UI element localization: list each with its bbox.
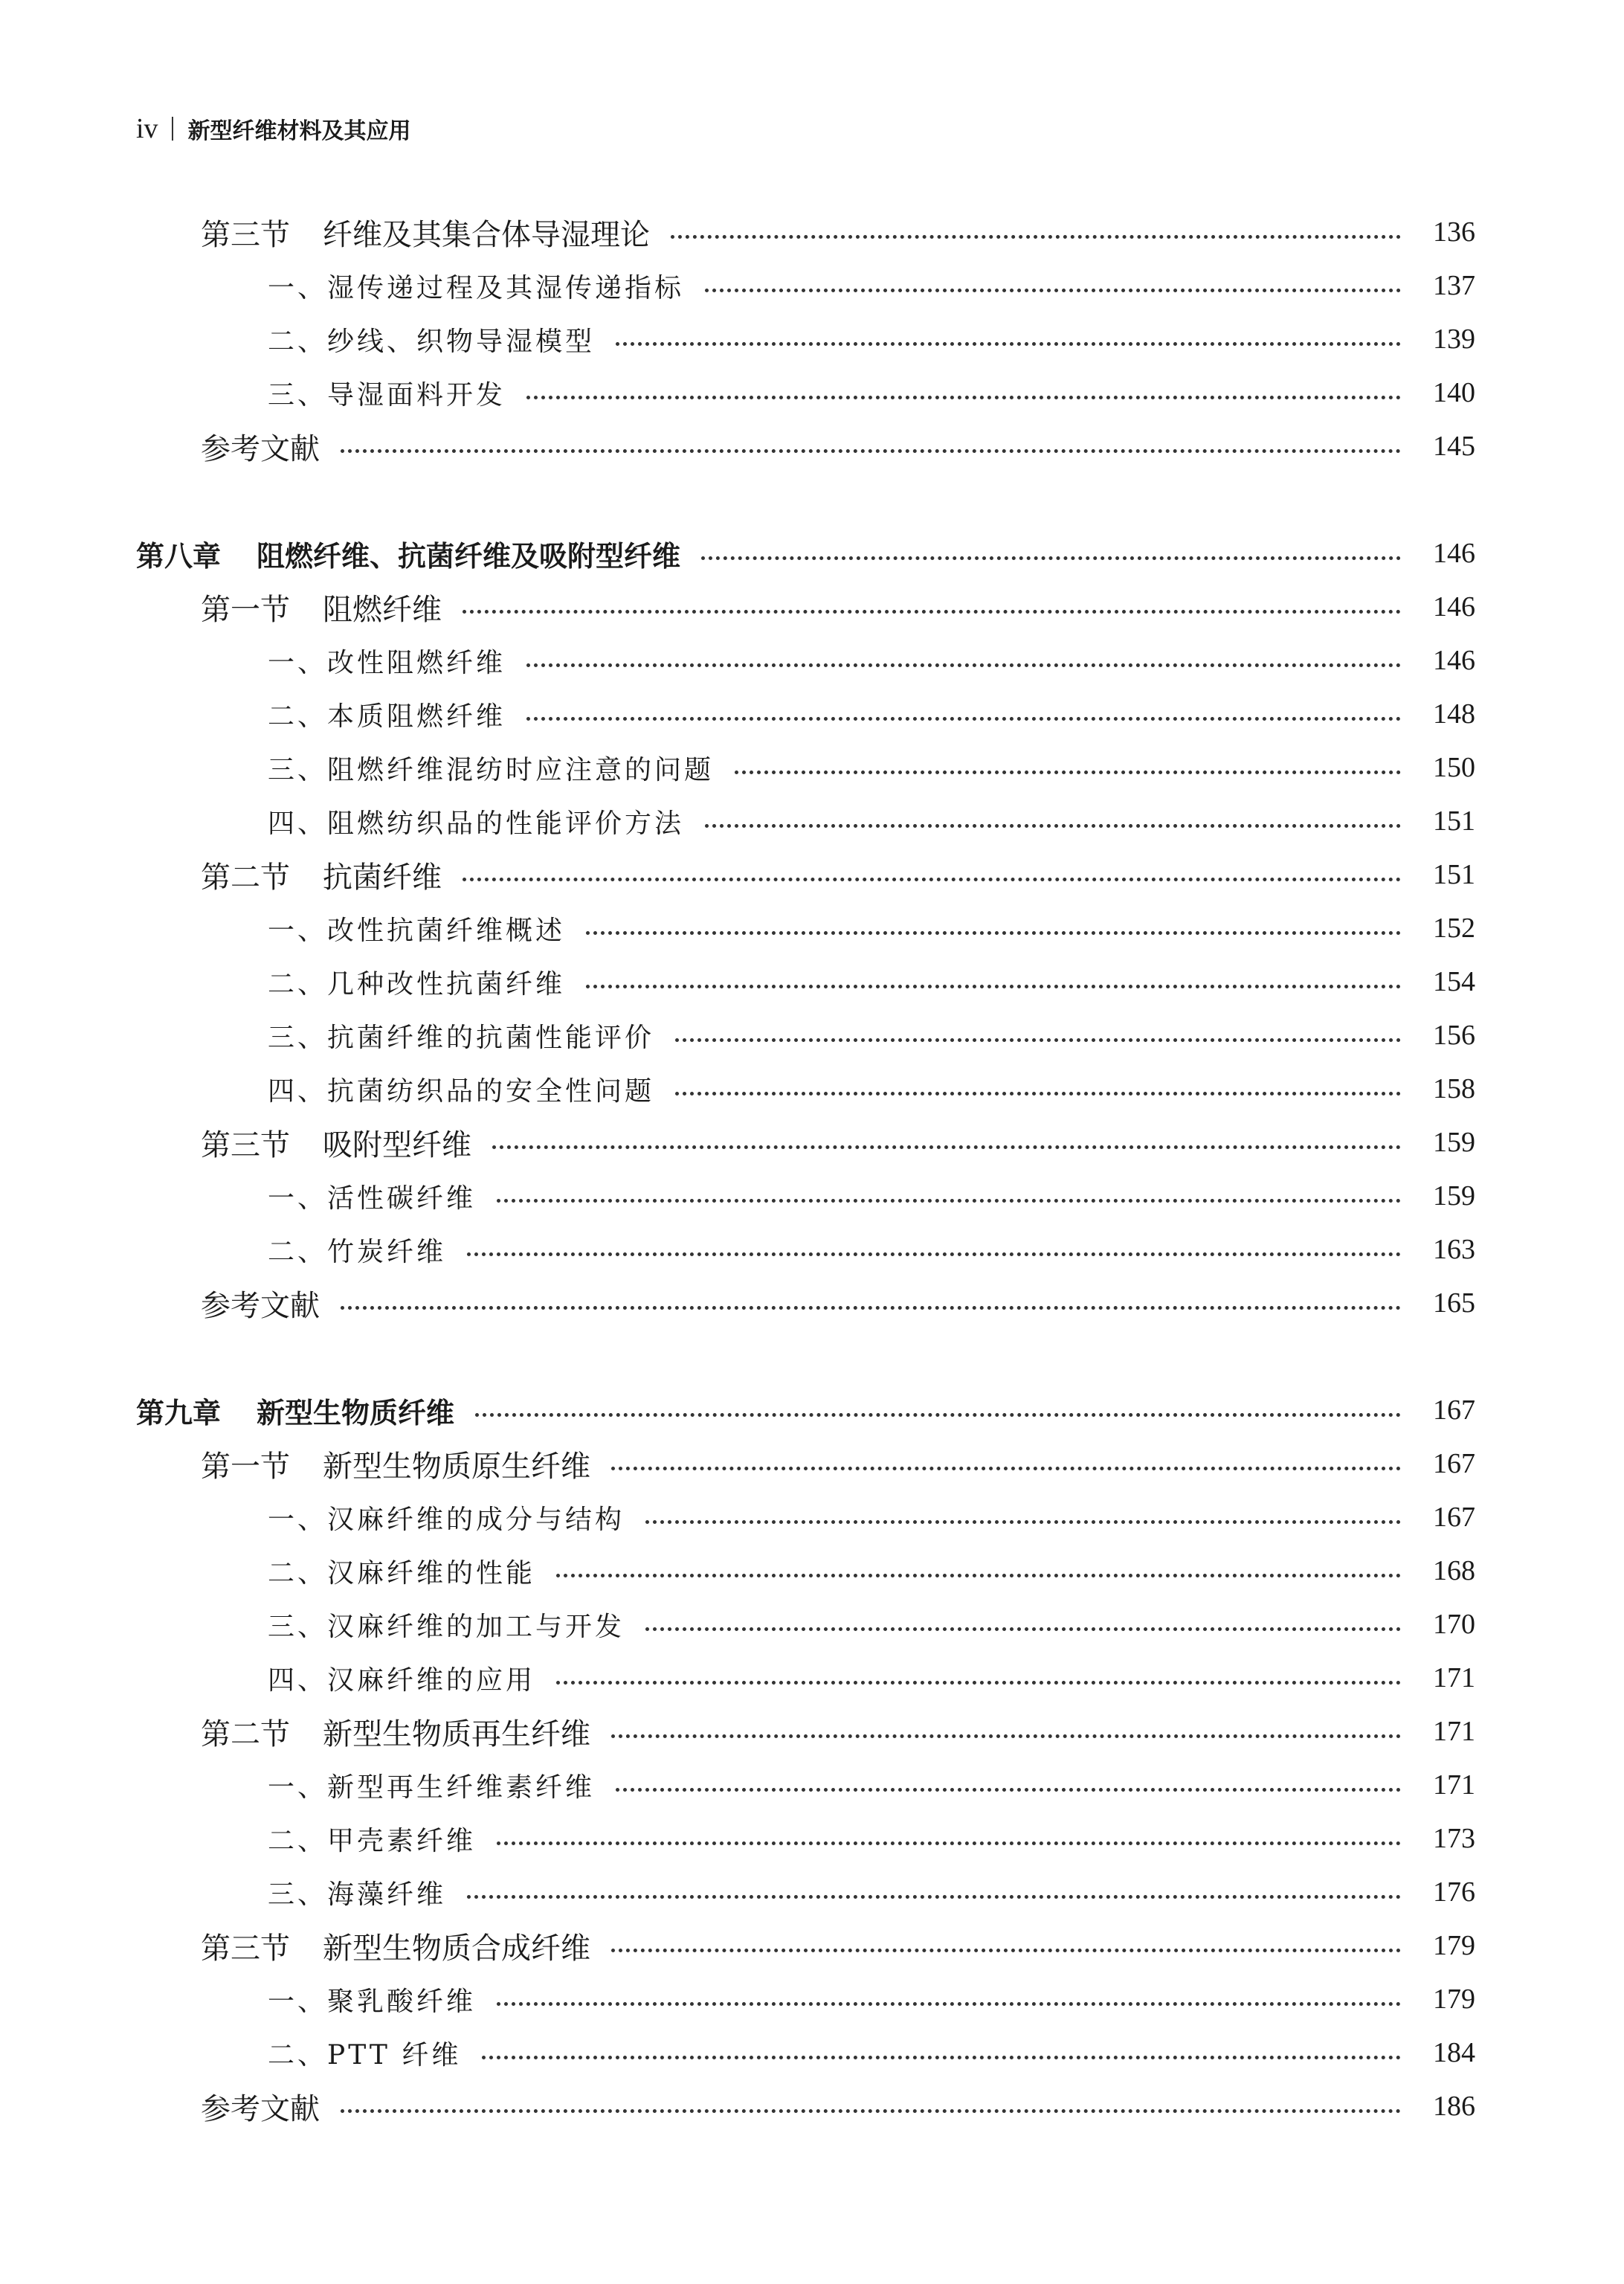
toc-entry-title: 二、本质阻燃纤维: [268, 701, 506, 732]
toc-entry-title: 纤维及其集合体导湿理论: [323, 217, 650, 252]
dot-leader: [467, 1252, 1401, 1256]
dot-leader: [611, 1467, 1401, 1470]
toc-entry-title: 二、竹炭纤维: [268, 1236, 447, 1267]
toc-entry-title: 新型生物质再生纤维: [323, 1717, 590, 1751]
toc-entry-title: 二、纱线、织物导湿模型: [268, 326, 596, 357]
toc-item-row[interactable]: [268, 1550, 1475, 1592]
toc-item-row[interactable]: [268, 1229, 1475, 1270]
toc-entry-title: 一、活性碳纤维: [268, 1183, 477, 1214]
dot-leader: [675, 1092, 1401, 1096]
dot-leader: [526, 717, 1401, 721]
toc-entry-number: 第二节: [201, 1717, 290, 1751]
toc-page-number: 156: [1433, 1020, 1475, 1051]
toc-entry-title: 二、几种改性抗菌纤维: [268, 968, 566, 1000]
toc-page-number: 148: [1433, 698, 1475, 730]
dot-leader: [616, 342, 1401, 346]
toc-page-number: 136: [1433, 216, 1475, 248]
toc-page-number: 146: [1433, 538, 1475, 569]
dot-leader: [645, 1627, 1401, 1631]
toc-item-row[interactable]: [268, 1175, 1475, 1217]
toc-entry-title: 阻燃纤维: [323, 592, 442, 627]
toc-page-number: 150: [1433, 752, 1475, 783]
toc-chapter-row[interactable]: [136, 533, 1475, 574]
toc-entry-title: 四、汉麻纤维的应用: [268, 1664, 536, 1696]
dot-leader: [341, 449, 1401, 453]
dot-leader: [526, 396, 1401, 399]
toc-item-row[interactable]: [268, 1657, 1475, 1699]
toc-item-row[interactable]: [268, 1014, 1475, 1056]
dot-leader: [467, 1895, 1401, 1899]
toc-entry-title: 吸附型纤维: [323, 1127, 471, 1162]
toc-entry-number: 第三节: [201, 217, 290, 252]
toc-section-row[interactable]: [201, 1925, 1475, 1966]
toc-entry-number: 第三节: [201, 1931, 290, 1966]
toc-page-number: 184: [1433, 2037, 1475, 2068]
toc-entry-title: 二、PTT 纤维: [268, 2039, 462, 2071]
toc-section-row[interactable]: [201, 1443, 1475, 1484]
dot-leader: [341, 2109, 1401, 2113]
toc-entry-number: 第九章: [136, 1396, 222, 1429]
toc-page-number: 152: [1433, 913, 1475, 944]
toc-page-number: 146: [1433, 591, 1475, 623]
toc-section-row[interactable]: [201, 586, 1475, 628]
header-book-title: 新型纤维材料及其应用: [187, 118, 411, 144]
dot-leader: [611, 1734, 1401, 1738]
toc-page-number: 158: [1433, 1073, 1475, 1104]
toc-page-number: 167: [1433, 1448, 1475, 1479]
toc-page-number: 171: [1433, 1716, 1475, 1747]
toc-entry-title: 一、聚乳酸纤维: [268, 1986, 477, 2017]
toc-item-row[interactable]: [268, 800, 1475, 842]
toc-page-number: 176: [1433, 1876, 1475, 1908]
dot-leader: [705, 289, 1401, 292]
toc-entry-number: 第一节: [201, 1449, 290, 1484]
toc-item-row[interactable]: [268, 693, 1475, 735]
dot-leader: [735, 771, 1401, 774]
toc-item-row[interactable]: [268, 1818, 1475, 1859]
dot-leader: [482, 2056, 1401, 2059]
toc-page-number: 145: [1433, 431, 1475, 462]
toc-item-row[interactable]: [268, 1068, 1475, 1110]
toc-item-row[interactable]: [268, 2032, 1475, 2074]
toc-page-number: 167: [1433, 1394, 1475, 1426]
dot-leader: [475, 1413, 1401, 1417]
toc-entry-title: 参考文献: [201, 431, 320, 466]
toc-page-number: 171: [1433, 1769, 1475, 1801]
toc-section-row[interactable]: [201, 1122, 1475, 1163]
toc-entry-title: 新型生物质合成纤维: [323, 1931, 590, 1966]
dot-leader: [586, 931, 1401, 935]
toc-entry-title: 抗菌纤维: [323, 860, 442, 895]
toc-entry-title: 三、导湿面料开发: [268, 379, 506, 411]
toc-page-number: 179: [1433, 1930, 1475, 1961]
toc-item-row[interactable]: [268, 907, 1475, 949]
dot-leader: [701, 556, 1401, 560]
dot-leader: [463, 610, 1401, 614]
toc-item-row[interactable]: [268, 265, 1475, 306]
dot-leader: [705, 824, 1401, 828]
toc-section-row[interactable]: [201, 425, 1475, 467]
toc-item-row[interactable]: [268, 961, 1475, 1003]
toc-section-row[interactable]: [201, 854, 1475, 895]
toc-entry-number: 第一节: [201, 592, 290, 627]
toc-item-row[interactable]: [268, 1978, 1475, 2020]
dot-leader: [675, 1038, 1401, 1042]
toc-page-number: 139: [1433, 324, 1475, 355]
toc-entry-title: 阻燃纤维、抗菌纤维及吸附型纤维: [257, 539, 681, 573]
dot-leader: [586, 985, 1401, 988]
toc-entry-title: 一、汉麻纤维的成分与结构: [268, 1504, 625, 1535]
toc-entry-title: 三、汉麻纤维的加工与开发: [268, 1611, 625, 1642]
dot-leader: [526, 663, 1401, 667]
dot-leader: [492, 1145, 1401, 1149]
toc-entry-title: 一、改性阻燃纤维: [268, 647, 506, 678]
header-page-number: iv: [136, 113, 158, 144]
toc-entry-title: 四、阻燃纺织品的性能评价方法: [268, 808, 685, 839]
toc-section-row[interactable]: [201, 211, 1475, 253]
dot-leader: [463, 878, 1401, 881]
toc-entry-title: 二、甲壳素纤维: [268, 1825, 477, 1856]
dot-leader: [497, 2002, 1401, 2006]
dot-leader: [556, 1574, 1401, 1577]
dot-leader: [341, 1306, 1401, 1310]
header-divider: [172, 117, 173, 141]
toc-entry-title: 三、抗菌纤维的抗菌性能评价: [268, 1022, 655, 1053]
dot-leader: [611, 1949, 1401, 1952]
toc-item-row[interactable]: [268, 1764, 1475, 1806]
toc-entry-title: 参考文献: [201, 1288, 320, 1323]
toc-entry-title: 新型生物质原生纤维: [323, 1449, 590, 1484]
running-header: [136, 110, 411, 147]
toc-item-row[interactable]: [268, 640, 1475, 681]
toc-page-number: 167: [1433, 1502, 1475, 1533]
toc-page-number: 151: [1433, 859, 1475, 890]
dot-leader: [497, 1841, 1401, 1845]
toc-page-number: 186: [1433, 2091, 1475, 2122]
toc-entry-title: 三、阻燃纤维混纺时应注意的问题: [268, 754, 715, 785]
toc-entry-title: 一、湿传递过程及其湿传递指标: [268, 272, 685, 303]
toc-section-row[interactable]: [201, 1711, 1475, 1752]
toc-item-row[interactable]: [268, 1871, 1475, 1913]
toc-entry-title: 四、抗菌纺织品的安全性问题: [268, 1075, 655, 1107]
dot-leader: [556, 1681, 1401, 1685]
toc-item-row[interactable]: [268, 1496, 1475, 1538]
toc-page-number: 168: [1433, 1555, 1475, 1586]
toc-item-row[interactable]: [268, 318, 1475, 360]
toc-entry-title: 新型生物质纤维: [257, 1396, 455, 1429]
toc-page-number: 170: [1433, 1609, 1475, 1640]
toc-entry-number: 第二节: [201, 860, 290, 895]
toc-entry-number: 第八章: [136, 539, 222, 573]
toc-page-number: 146: [1433, 645, 1475, 676]
toc-chapter-row[interactable]: [136, 1389, 1475, 1431]
toc-section-row[interactable]: [201, 2085, 1475, 2127]
dot-leader: [497, 1199, 1401, 1203]
toc-page-number: 171: [1433, 1662, 1475, 1693]
toc-page-number: 140: [1433, 377, 1475, 408]
toc-section-row[interactable]: [201, 1282, 1475, 1324]
toc-item-row[interactable]: [268, 747, 1475, 788]
toc-page-number: 154: [1433, 966, 1475, 997]
dot-leader: [671, 235, 1401, 239]
dot-leader: [645, 1520, 1401, 1524]
toc-page-number: 179: [1433, 1984, 1475, 2015]
toc-entry-title: 参考文献: [201, 2091, 320, 2126]
toc-item-row[interactable]: [268, 1603, 1475, 1645]
toc-page-number: 151: [1433, 805, 1475, 837]
toc-entry-title: 三、海藻纤维: [268, 1879, 447, 1910]
toc-page-number: 159: [1433, 1180, 1475, 1212]
toc-entry-title: 一、改性抗菌纤维概述: [268, 915, 566, 946]
toc-page-number: 163: [1433, 1234, 1475, 1265]
toc-entry-number: 第三节: [201, 1127, 290, 1162]
toc-item-row[interactable]: [268, 372, 1475, 414]
toc-entry-title: 二、汉麻纤维的性能: [268, 1557, 536, 1589]
toc-page-number: 173: [1433, 1823, 1475, 1854]
toc-page-number: 137: [1433, 270, 1475, 301]
toc-page-number: 165: [1433, 1287, 1475, 1319]
toc-page-number: 159: [1433, 1127, 1475, 1158]
toc-entry-title: 一、新型再生纤维素纤维: [268, 1772, 596, 1803]
dot-leader: [616, 1788, 1401, 1792]
